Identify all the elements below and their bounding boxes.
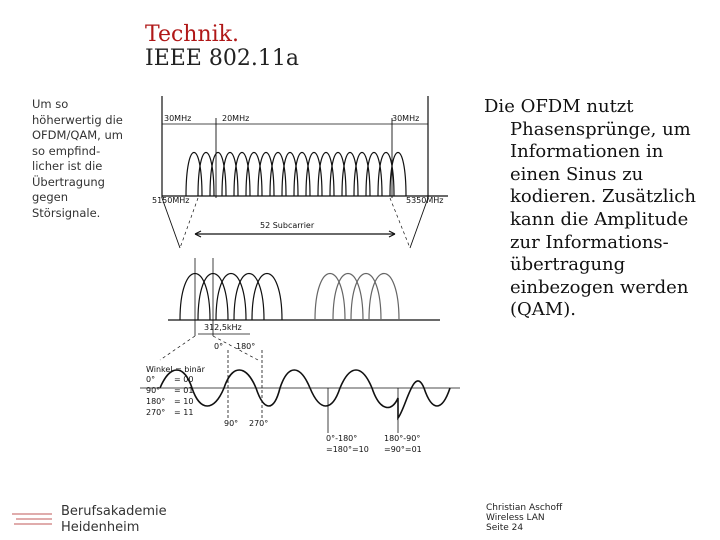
label-phase-180: 180° xyxy=(236,342,256,351)
subcarrier-lobe xyxy=(351,274,381,321)
explanation-line: übertragung xyxy=(510,254,626,276)
label-band-end: 5350MHz xyxy=(406,196,444,205)
channel-lobe xyxy=(306,153,322,197)
explanation-line: einen Sinus zu xyxy=(510,163,644,185)
zoom-line xyxy=(162,198,180,248)
left-note-line: Störsignale. xyxy=(32,205,101,220)
left-note-line: höherwertig die xyxy=(32,112,123,127)
mapping-angle: 270° xyxy=(146,408,166,417)
subcarrier-lobe xyxy=(216,274,246,321)
channel-lobe xyxy=(198,153,214,197)
channel-lobe xyxy=(270,153,286,197)
explanation-line: kann die Amplitude xyxy=(510,208,689,230)
org-line: Berufsakademie xyxy=(61,504,167,519)
left-note xyxy=(32,97,144,221)
explanation-line: Phasensprünge, um xyxy=(510,118,691,140)
ofdm-figure xyxy=(140,88,460,463)
transition-right-line: =90°=01 xyxy=(384,445,422,454)
explanation-line: zur Informations- xyxy=(510,231,669,253)
channel-lobe xyxy=(294,153,310,197)
explanation-line: kodieren. Zusätzlich xyxy=(510,186,696,208)
channel-lobe xyxy=(330,153,346,197)
channel-lobe xyxy=(222,153,238,197)
subcarrier-lobe xyxy=(369,274,399,321)
mapping-angle: 180° xyxy=(146,397,166,406)
subcarrier-lobe xyxy=(234,274,264,321)
author-name: Christian Aschoff xyxy=(486,503,563,513)
channel-lobe xyxy=(342,153,358,197)
label-phase-0: 0° xyxy=(214,342,224,351)
left-note-line: OFDM/QAM, um xyxy=(32,128,123,142)
channel-lobe xyxy=(186,153,202,197)
label-spacing: 312,5kHz xyxy=(204,323,242,332)
label-30mhz-left: 30MHz xyxy=(164,114,192,123)
slide-title: Technik. xyxy=(145,22,240,47)
label-phase-270: 270° xyxy=(249,419,269,428)
left-note-line: licher ist die xyxy=(32,159,103,173)
phase-waveform xyxy=(160,370,450,418)
mapping-bits: = 10 xyxy=(174,397,194,406)
label-subcarrier: 52 Subcarrier xyxy=(260,221,315,230)
org-line: Heidenheim xyxy=(61,520,140,535)
channel-lobe xyxy=(234,153,250,197)
label-phase-90: 90° xyxy=(224,419,239,428)
channel-lobe xyxy=(246,153,262,197)
slide-subtitle: IEEE 802.11a xyxy=(145,46,299,71)
zoom-line xyxy=(160,336,195,360)
page-number: Seite 24 xyxy=(486,523,524,533)
transition-left-line: =180°=10 xyxy=(326,445,369,454)
explanation-line: einbezogen werden xyxy=(510,276,689,298)
course-name: Wireless LAN xyxy=(486,513,545,523)
mapping-bits: = 00 xyxy=(174,375,194,384)
explanation-text xyxy=(484,96,710,322)
channel-lobe xyxy=(210,153,226,197)
label-30mhz-right: 30MHz xyxy=(392,114,420,123)
ba-logo xyxy=(10,510,54,528)
channel-lobe xyxy=(366,153,382,197)
subcarrier-lobe xyxy=(315,274,345,321)
footer-organization xyxy=(61,504,167,536)
zoom-line xyxy=(180,198,198,248)
left-note-line: so empfind- xyxy=(32,143,101,158)
mapping-header: Winkel = binär xyxy=(146,365,205,374)
left-note-line: Übertragung xyxy=(32,174,105,189)
channel-lobe xyxy=(282,153,298,197)
channel-lobe xyxy=(354,153,370,197)
label-band-start: 5150MHz xyxy=(152,196,190,205)
zoom-line xyxy=(390,198,410,248)
mapping-bits: = 01 xyxy=(174,386,194,395)
channel-lobe xyxy=(318,153,334,197)
left-note-line: Um so xyxy=(32,97,69,111)
explanation-line: Informationen in xyxy=(510,141,664,163)
channel-lobe xyxy=(258,153,274,197)
explanation-line: Die OFDM nutzt xyxy=(484,96,634,117)
zoom-line xyxy=(410,198,428,248)
left-note-line: gegen xyxy=(32,190,69,204)
explanation-line: (QAM). xyxy=(510,299,576,321)
mapping-angle: 90° xyxy=(146,386,161,395)
label-20mhz: 20MHz xyxy=(222,114,250,123)
subcarrier-lobe xyxy=(333,274,363,321)
footer-meta xyxy=(486,503,562,533)
subcarrier-lobe xyxy=(252,274,282,321)
transition-right-line: 180°-90° xyxy=(384,434,421,443)
mapping-angle: 0° xyxy=(146,375,156,384)
transition-left-line: 0°-180° xyxy=(326,434,358,443)
mapping-bits: = 11 xyxy=(174,408,194,417)
